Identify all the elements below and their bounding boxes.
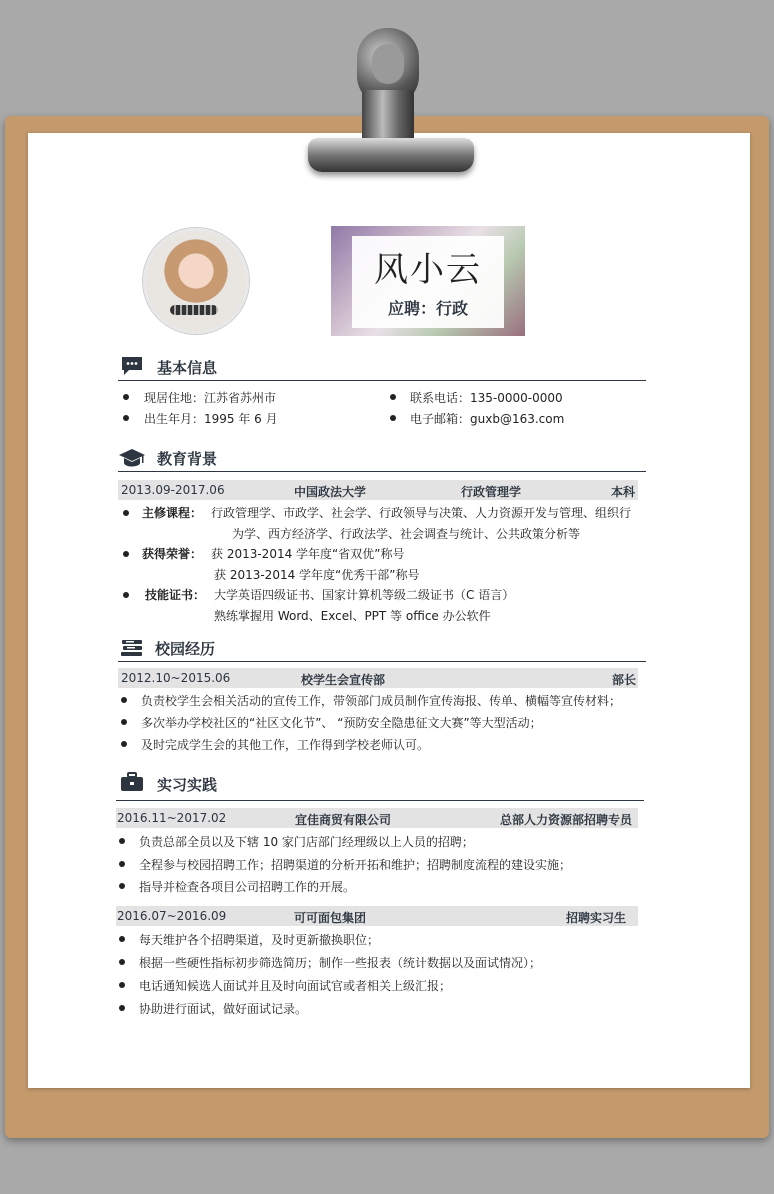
candidate-name: 风小云 (374, 250, 482, 290)
section-title-campus: 校园经历 (155, 640, 216, 658)
bullet (390, 394, 396, 400)
binder-clip-base (308, 138, 474, 172)
campus-date: 2012.10~2015.06 (121, 671, 231, 685)
bullet (119, 982, 125, 988)
campus-row (118, 668, 638, 688)
briefcase-icon (120, 772, 144, 792)
bullet (119, 959, 125, 965)
job2-date: 2016.07~2016.09 (117, 909, 227, 923)
bullet (121, 741, 127, 747)
section-divider (116, 800, 644, 801)
courses-line-1: 行政管理学、市政学、社会学、行政领导与决策、人力资源开发与管理、组织行 (211, 506, 632, 520)
job2-role: 招聘实习生 (566, 911, 627, 925)
bullet (123, 415, 129, 421)
bullet (123, 510, 129, 516)
binder-clip-hole (372, 44, 404, 84)
bullet (119, 838, 125, 844)
bullet (121, 719, 127, 725)
job2-company: 可可面包集团 (294, 911, 367, 925)
honors-line-1: 获 2013-2014 学年度“省双优”称号 (211, 547, 405, 561)
profile-photo (143, 228, 249, 334)
bullet (119, 936, 125, 942)
graduation-cap-icon (118, 448, 146, 468)
bullet (390, 415, 396, 421)
section-divider (118, 471, 646, 472)
section-title-basic: 基本信息 (157, 359, 218, 377)
bullet (123, 592, 129, 598)
job1-date: 2016.11~2017.02 (117, 811, 227, 825)
name-card-inner (352, 236, 504, 328)
campus-role: 部长 (612, 673, 637, 687)
section-title-intern: 实习实践 (157, 776, 218, 794)
job1-item-3: 指导并检查各项目公司招聘工作的开展。 (139, 880, 356, 894)
apply-position: 应聘：行政 (387, 299, 468, 318)
section-title-education: 教育背景 (157, 450, 218, 468)
campus-item-1: 负责校学生会相关活动的宣传工作，带领部门成员制作宣传海报、传单、横幅等宣传材料； (141, 694, 622, 708)
bullet (121, 697, 127, 703)
job1-company: 宜佳商贸有限公司 (295, 813, 392, 827)
section-divider (118, 380, 646, 381)
honors-label: 获得荣誉： (142, 547, 203, 561)
edu-school: 中国政法大学 (294, 485, 367, 499)
edu-date: 2013.09-2017.06 (121, 483, 225, 497)
skills-line-1: 大学英语四级证书、国家计算机等级二级证书（C 语言） (214, 588, 515, 602)
name-card (331, 226, 525, 336)
education-row (118, 480, 638, 500)
job1-item-2: 全程参与校园招聘工作；招聘渠道的分析开拓和维护；招聘制度流程的建设实施； (139, 858, 572, 872)
bullet (123, 394, 129, 400)
address-text: 现居住地：江苏省苏州市 (144, 391, 277, 405)
email-text: 电子邮箱：guxb@163.com (410, 412, 565, 426)
phone-text: 联系电话：135-0000-0000 (410, 391, 563, 405)
courses-label: 主修课程： (142, 506, 203, 520)
section-divider (118, 661, 646, 662)
campus-item-2: 多次举办学校社区的“社区文化节”、 “预防安全隐患征文大赛”等大型活动； (141, 716, 542, 730)
bullet (123, 551, 129, 557)
job2-item-1: 每天维护各个招聘渠道，及时更新撤换职位； (139, 933, 380, 947)
honors-line-2: 获 2013-2014 学年度“优秀干部”称号 (214, 568, 420, 582)
books-icon (120, 638, 144, 658)
job-row-2 (116, 906, 638, 926)
edu-major: 行政管理学 (461, 485, 522, 499)
job-row-1 (116, 808, 638, 828)
skills-line-2: 熟练掌握用 Word、Excel、PPT 等 office 办公软件 (214, 609, 491, 623)
birth-text: 出生年月：1995 年 6 月 (144, 412, 278, 426)
campus-item-3: 及时完成学生会的其他工作，工作得到学校老师认可。 (141, 738, 430, 752)
job2-item-3: 电话通知候选人面试并且及时向面试官或者相关上级汇报； (139, 979, 452, 993)
bullet (119, 1005, 125, 1011)
job1-item-1: 负责总部全员以及下辖 10 家门店部门经理级以上人员的招聘； (139, 835, 474, 849)
job1-role: 总部人力资源部招聘专员 (500, 813, 633, 827)
chat-bubble-icon (120, 356, 144, 376)
profile-photo-collar (170, 305, 218, 315)
skills-label: 技能证书： (145, 588, 206, 602)
binder-clip-neck (362, 90, 414, 142)
job2-item-2: 根据一些硬性指标初步筛选简历；制作一些报表（统计数据以及面试情况）； (139, 956, 542, 970)
job2-item-4: 协助进行面试，做好面试记录。 (139, 1002, 308, 1016)
courses-line-2: 为学、西方经济学、行政法学、社会调查与统计、公共政策分析等 (232, 527, 581, 541)
bullet (119, 883, 125, 889)
campus-org: 校学生会宣传部 (301, 673, 386, 687)
bullet (119, 861, 125, 867)
edu-degree: 本科 (611, 485, 636, 499)
